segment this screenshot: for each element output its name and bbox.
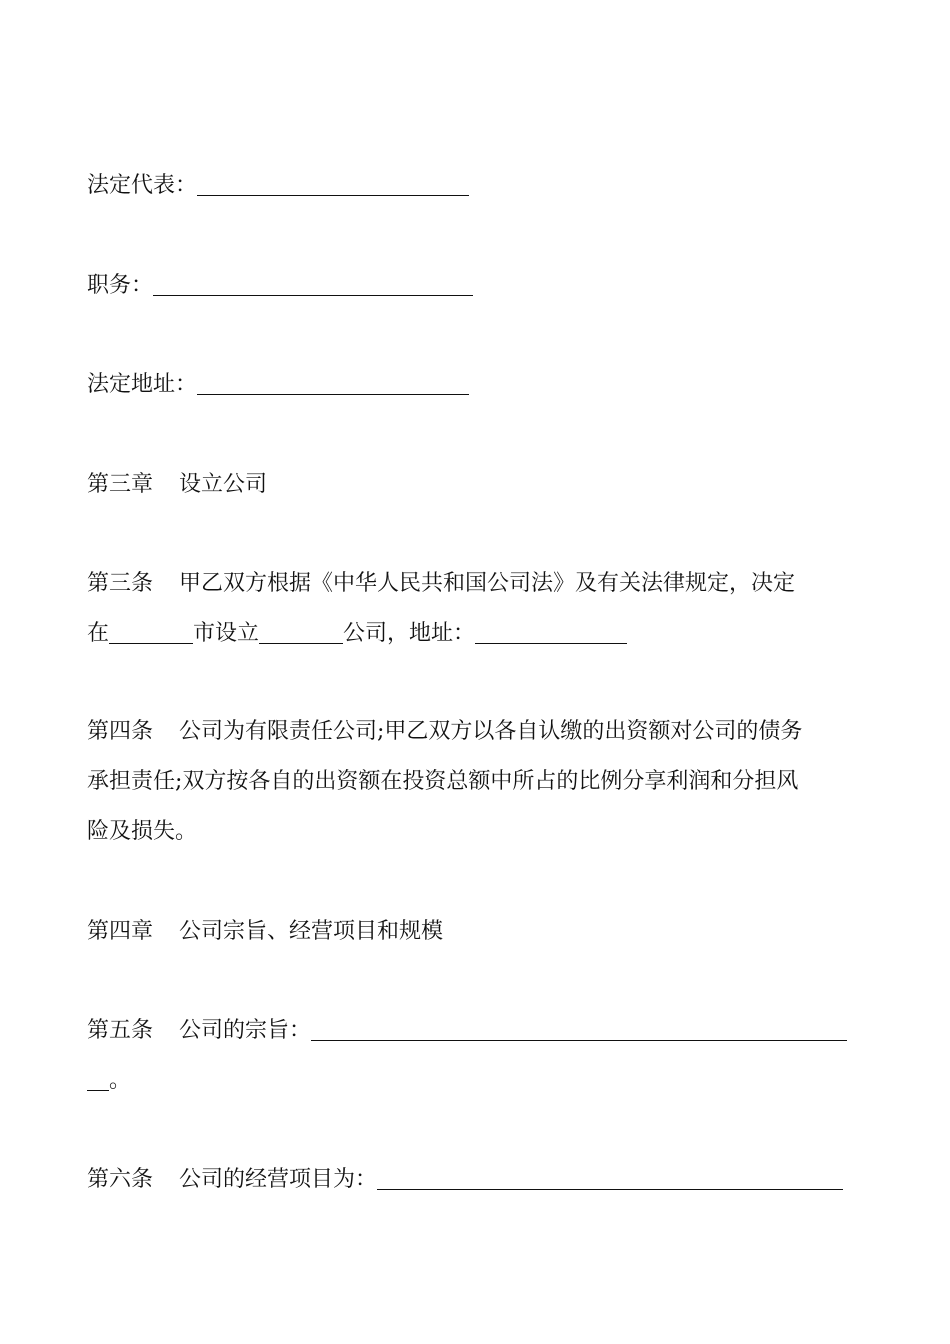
legal-address-field: [87, 361, 867, 409]
chapter3-heading: [87, 461, 867, 509]
legal-rep-field: [87, 162, 867, 210]
article3-part-c: 公司，地址：: [343, 621, 476, 646]
company-address-blank[interactable]: [475, 617, 627, 644]
article5-line2: [87, 1057, 867, 1105]
article5-end: 。: [109, 1068, 132, 1093]
article4-line1: [87, 708, 867, 756]
position-field: [87, 262, 867, 310]
article3-text-1: 甲乙双方根据《中华人民共和国公司法》及有关法律规定，决定: [179, 571, 796, 596]
purpose-blank[interactable]: [311, 1014, 847, 1041]
legal-address-label: 法定地址：: [87, 372, 198, 397]
legal-rep-blank[interactable]: [197, 169, 469, 196]
article3-line2: [87, 610, 867, 658]
position-blank[interactable]: [153, 269, 473, 296]
article5-line1: [87, 1007, 867, 1055]
business-scope-blank[interactable]: [377, 1163, 843, 1190]
chapter3-title: 设立公司: [179, 472, 268, 497]
article6-number: 第六条: [87, 1167, 154, 1192]
city-blank[interactable]: [109, 617, 193, 644]
article4-line2: [87, 758, 867, 806]
legal-address-blank[interactable]: [197, 368, 469, 395]
article6-label: 公司的经营项目为：: [179, 1167, 378, 1192]
article3-number: 第三条: [87, 571, 154, 596]
article4-text-2: 承担责任;双方按各自的出资额在投资总额中所占的比例分享利润和分担风: [87, 769, 799, 794]
article4-number: 第四条: [87, 719, 154, 744]
chapter4-title: 公司宗旨、经营项目和规模: [179, 919, 444, 944]
position-label: 职务：: [87, 273, 154, 298]
article4-text-3: 险及损失。: [87, 819, 198, 844]
chapter4-number: 第四章: [87, 919, 154, 944]
chapter4-heading: [87, 908, 867, 956]
article3-line1: [87, 560, 867, 608]
chapter3-number: 第三章: [87, 472, 154, 497]
company-name-blank[interactable]: [259, 617, 343, 644]
article5-number: 第五条: [87, 1018, 154, 1043]
article6-line1: [87, 1156, 867, 1204]
article3-part-a: 在: [87, 621, 110, 646]
article4-line3: [87, 808, 867, 856]
legal-rep-label: 法定代表：: [87, 173, 198, 198]
purpose-blank-continued[interactable]: [87, 1064, 109, 1091]
article3-part-b: 市设立: [193, 621, 260, 646]
article4-text-1: 公司为有限责任公司;甲乙双方以各自认缴的出资额对公司的债务: [179, 719, 803, 744]
article5-label: 公司的宗旨：: [179, 1018, 312, 1043]
